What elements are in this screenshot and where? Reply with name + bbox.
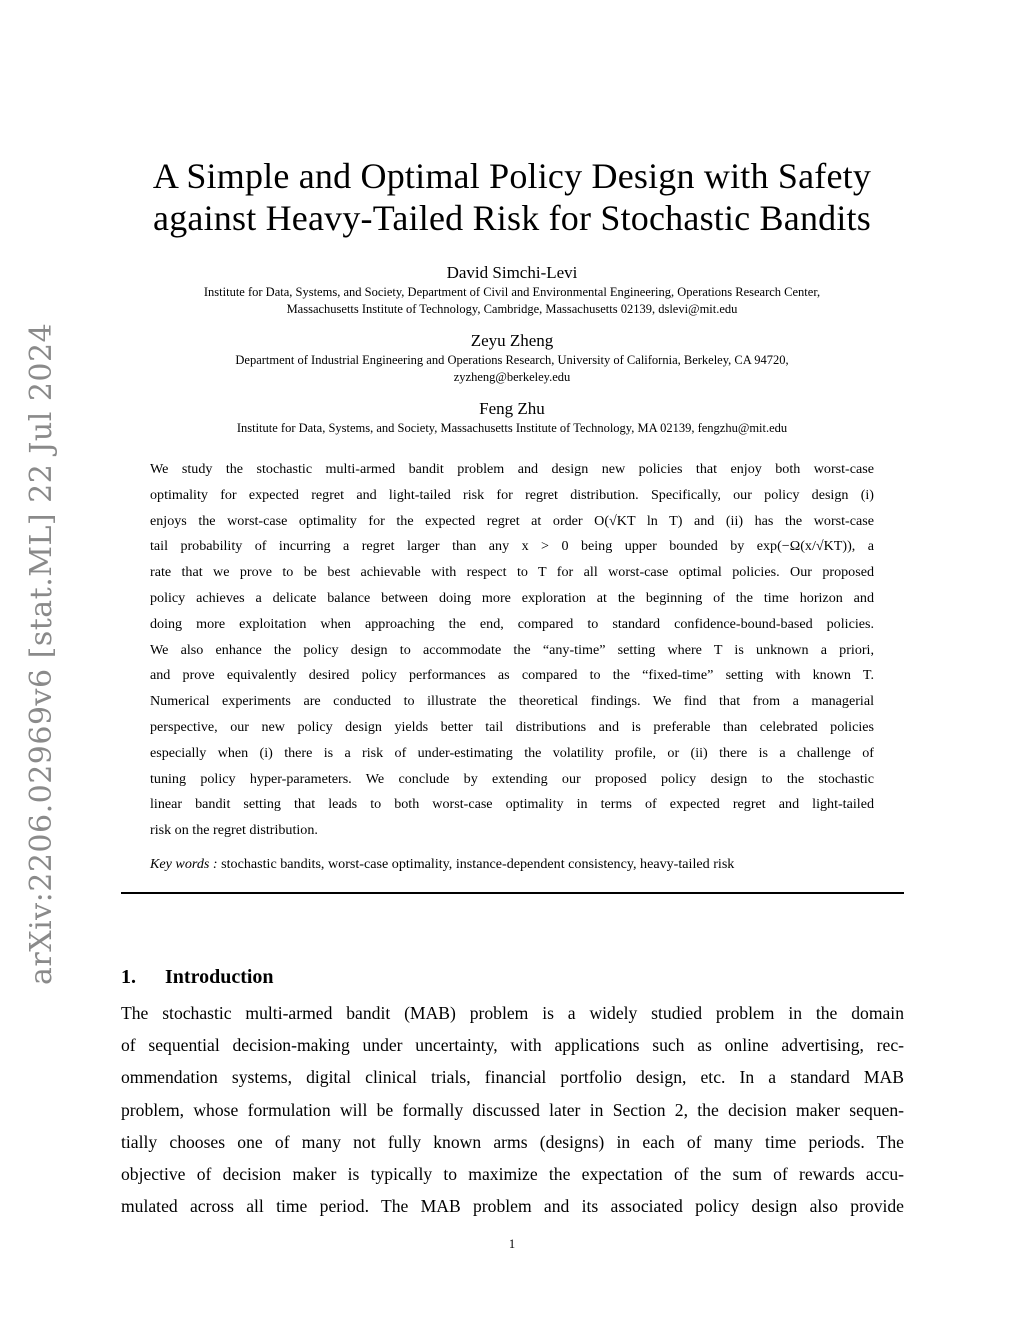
section-heading	[121, 964, 274, 990]
author-affiliation-line: Department of Industrial Engineering and Operations Research, University of California, Berkeley, CA 94720,	[235, 353, 789, 367]
page-number: 1	[508, 1237, 516, 1251]
section-title: Introduction	[165, 966, 274, 988]
body-line: The stochastic multi-armed bandit (MAB) problem is a widely studied problem in the domain	[121, 1003, 904, 1023]
abstract-line: especially when (i) there is a risk of under-estimating the volatility profile, or (ii) there is a challenge of	[150, 744, 874, 761]
abstract-line: tail probability of incurring a regret larger than any x > 0 being upper bounded by exp(−Ω(x/√KT)), a	[150, 538, 874, 555]
author-name: Feng Zhu	[479, 399, 545, 418]
body-line: tially chooses one of many not fully known arms (designs) in each of many time periods. The	[121, 1131, 904, 1152]
body-line: ommendation systems, digital clinical trials, financial portfolio design, etc. In a standard MAB	[121, 1067, 904, 1088]
keywords-text: stochastic bandits, worst-case optimality, instance-dependent consistency, heavy-tailed risk	[221, 856, 735, 872]
introduction-text	[121, 997, 904, 1222]
title-line-1: A Simple and Optimal Policy Design with Safety	[152, 156, 872, 196]
abstract	[150, 457, 874, 844]
abstract-line: doing more exploitation when approaching the end, compared to standard confidence-bound-based policies.	[150, 615, 874, 632]
body-line: mulated across all time period. The MAB problem and its associated policy design also provide	[121, 1196, 904, 1217]
abstract-line: linear bandit setting that leads to both worst-case optimality in terms of expected regret and light-tailed	[150, 796, 874, 813]
abstract-line: We study the stochastic multi-armed bandit problem and design new policies that enjoy both worst-case	[150, 461, 874, 477]
body-line: problem, whose formulation will be formally discussed later in Section 2, the decision maker sequen-	[121, 1099, 904, 1120]
abstract-line: policy achieves a delicate balance between doing more exploration at the beginning of the time horizon and	[150, 589, 874, 606]
abstract-line: Numerical experiments are conducted to illustrate the theoretical findings. We find that from a managerial	[150, 693, 874, 710]
author-entry	[112, 262, 912, 318]
keywords-label: Key words :	[150, 856, 218, 872]
body-line: objective of decision maker is typically to maximize the expectation of the sum of rewards accu-	[121, 1163, 904, 1184]
author-affiliation-line: Institute for Data, Systems, and Society, Department of Civil and Environmental Engineering, Operations Research Center,	[203, 285, 821, 299]
abstract-line: perspective, our new policy design yields better tail distributions and is preferable than celebrated policies	[150, 718, 874, 735]
title-line-2: against Heavy-Tailed Risk for Stochastic Bandits	[153, 198, 871, 238]
author-name: Zeyu Zheng	[470, 331, 554, 350]
body-line: of sequential decision-making under uncertainty, with applications such as online advertising, rec-	[121, 1035, 904, 1056]
abstract-line: tuning policy hyper-parameters. We conclude by extending our proposed policy design to the stochastic	[150, 770, 874, 787]
section-divider	[121, 892, 904, 894]
author-affiliation-line: Massachusetts Institute of Technology, Cambridge, Massachusetts 02139, dslevi@mit.edu	[286, 302, 738, 316]
arxiv-identifier-stamp: arXiv:2206.02969v6 [stat.ML] 22 Jul 2024	[24, 322, 59, 985]
abstract-line: and prove equivalently desired policy performances as compared to the “fixed-time” setting with known T.	[150, 667, 874, 684]
abstract-line: risk on the regret distribution.	[150, 822, 318, 839]
author-affiliation-line: Institute for Data, Systems, and Society, Massachusetts Institute of Technology, MA 02139, fengzhu@mit.edu	[236, 421, 788, 435]
abstract-line: enjoys the worst-case optimality for the expected regret at order O(√KT ln T) and (ii) has the worst-case	[150, 512, 874, 529]
author-affiliation-line: zyzheng@berkeley.edu	[453, 370, 571, 384]
author-name: David Simchi-Levi	[446, 263, 578, 282]
abstract-line: rate that we prove to be best achievable with respect to T for all worst-case optimal policies. Our proposed	[150, 564, 874, 581]
section-number: 1.	[121, 966, 136, 988]
keywords	[150, 854, 874, 874]
author-entry	[112, 330, 912, 386]
author-entry	[112, 398, 912, 437]
paper-title	[112, 155, 912, 239]
abstract-line: optimality for expected regret and light-tailed risk for regret distribution. Specifically, our policy design (i)	[150, 486, 874, 503]
abstract-line: We also enhance the policy design to accommodate the “any-time” setting where T is unknown a priori,	[150, 641, 874, 658]
author-block	[112, 260, 912, 437]
